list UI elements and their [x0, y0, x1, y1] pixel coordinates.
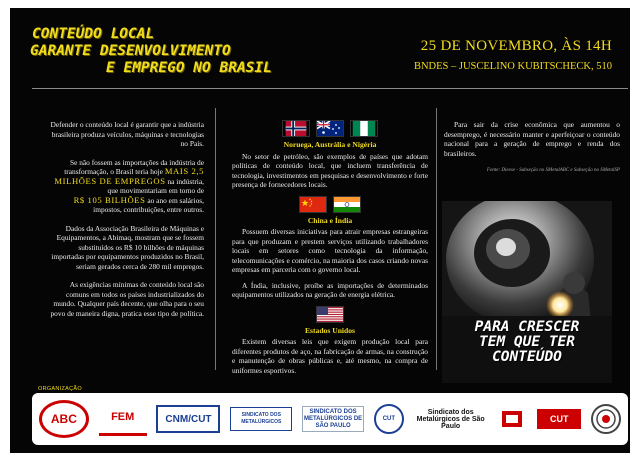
headline	[32, 26, 352, 77]
slogan	[442, 320, 612, 365]
country-heading-usa: Estados Unidos	[304, 325, 355, 335]
imports-text-middle: na indústria, que movimentariam em torno de	[107, 176, 204, 195]
highlight-billions: R$ 105 BILHÕES	[73, 194, 146, 205]
logo-cnm-cut: CNM/CUT	[156, 405, 220, 433]
slogan-line-3: CONTEÚDO	[492, 349, 562, 365]
flags-group-2	[232, 196, 428, 213]
norway-flag-icon	[282, 120, 310, 137]
highlight-jobs: MAIS 2,5 MILHÕES DE EMPREGOS	[54, 166, 204, 186]
slogan-line-1: PARA CRESCER	[474, 319, 580, 335]
flags-group-1	[232, 120, 428, 137]
logo-fem: FEM	[99, 403, 147, 436]
column-divider-1	[215, 108, 216, 370]
source-note: Fonte: Dieese - Subseção no SMetalABC e Subseção no SMetalSP	[486, 168, 620, 173]
australia-flag-icon	[316, 120, 344, 137]
paragraph-intro: Defender o conteúdo local é garantir que a indústria brasileira produza veículos, máquinas e tecnologias no País.	[50, 120, 204, 148]
logo-cut-circle: CUT	[374, 404, 404, 434]
logo-cut-red: CUT	[537, 409, 581, 429]
china-flag-icon	[299, 196, 327, 213]
organizer-logos	[32, 393, 628, 445]
headline-line-2: GARANTE DESENVOLVIMENTO	[30, 43, 231, 59]
flyer	[10, 8, 630, 453]
paragraph-requirements: As exigências mínimas de conteúdo local são comuns em todos os países industrializados do mundo. Qualquer país decente, que olha para o seu povo de maneira digna, pratica esse tipo de política.	[50, 280, 204, 318]
header-divider	[32, 88, 628, 89]
column-divider-2	[436, 108, 437, 370]
text-norway: No setor de petróleo, são exemplos de países que adotam políticas de conteúdo local, que incluem transferência de tecnologia, investimentos em pesquisas e desenvolvimento e forte presença de fornecedores locais.	[232, 151, 428, 189]
headline-line-3: E EMPREGO NO BRASIL	[106, 60, 272, 76]
logo-abc: ABC	[39, 400, 89, 438]
paragraph-abimaq: Dados da Associação Brasileira de Máquinas e Equipamentos, a Abimaq, mostram que se fossem substituídos os R$ 10 bilhões de máquinas importadas por equipamentos produzidos no Brasil, seriam gerados cerca de 280 mil empregos.	[51, 223, 204, 271]
imports-text-end: ao ano em salários, impostos, contribuições, entre outros.	[93, 195, 204, 214]
country-heading-norway: Noruega, Austrália e Nigéria	[283, 140, 377, 149]
event-info	[382, 38, 612, 72]
logo-sindicato-2: SINDICATO DOS METALÚRGICOS DE SÃO PAULO	[302, 406, 364, 432]
slogan-line-2: TEM QUE TER	[478, 334, 576, 350]
logo-sindicato-1: SINDICATO DOS METALÚRGICOS	[230, 407, 292, 431]
country-heading-china: China e Índia	[307, 215, 353, 225]
flags-group-3	[232, 306, 428, 323]
organization-label: ORGANIZAÇÃO	[38, 386, 82, 392]
logo-red-badge	[497, 404, 527, 434]
headline-line-1: CONTEÚDO LOCAL	[32, 26, 155, 42]
text-china: Possuem diversas iniciativas para atrair empresas estrangeiras para que produzam e prestem serviços utilizando trabalhadores locais em setores como tecnologia da informação, telecomunicações e comércio, na maioria dos casos criando novas empresas em parceria com o governo local.	[232, 227, 428, 274]
event-date: 25 DE NOVEMBRO, ÀS 14H	[420, 38, 612, 54]
paragraph-imports	[46, 158, 204, 215]
logo-seal	[591, 404, 621, 434]
text-crisis: Para sair da crise econômica que aumentou o desemprego, é necessário manter e aperfeiçoar o conteúdo nacional para a geração de emprego e renda dos brasileiros.	[444, 120, 620, 158]
nigeria-flag-icon	[350, 120, 378, 137]
column-middle	[232, 120, 428, 381]
usa-flag-icon	[316, 306, 344, 323]
text-india: A Índia, inclusive, proíbe as importações de determinados equipamentos utilizados na geração de energia elétrica.	[232, 280, 428, 299]
text-usa: Existem diversas leis que exigem produção local para diferentes produtos de aço, na fabricação de armas, na construção e manutenção de obras públicas e, até mesmo, na compra de uniformes esportivos.	[232, 337, 428, 375]
event-place: BNDES – JUSCELINO KUBITSCHECK, 510	[413, 61, 612, 72]
logo-sindicato-sp: Sindicato dos Metalúrgicos de São Paulo	[416, 408, 485, 430]
india-flag-icon	[333, 196, 361, 213]
imports-text-start: Se não fossem as importações da indústria de transformação, o Brasil teria hoje	[64, 157, 204, 176]
worker-photo	[442, 201, 612, 383]
column-right	[444, 120, 620, 158]
column-left	[46, 120, 204, 327]
